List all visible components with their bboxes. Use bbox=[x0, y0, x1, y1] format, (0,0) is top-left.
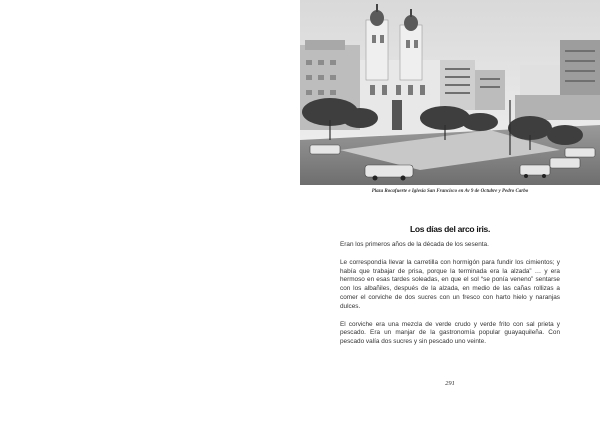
body-text bbox=[340, 241, 560, 356]
page-number: 291 bbox=[445, 380, 455, 387]
paragraph: Le correspondía llevar la carretilla con hormigón para fundir los cimientos; y había que trabajar de prisa, porque la terminada era la alzada” … y era hermoso en esas tardes soleadas, en que el sol “se ponía veneno” sentarse con los albañiles, después de la alzada, en medio de las cañas rollizas a comer el corviche de dos sucres con un fresco con harto hielo y naranjas dulces. bbox=[340, 258, 560, 310]
paragraph: El corviche era una mezcla de verde crudo y verde frito con sal prieta y pescado. Era un manjar de la gastronomía popular guayaquileña. Con pescado valía dos sucres y sin pescado uno veinte. bbox=[340, 320, 560, 346]
photo-caption: Plaza Rocafuerte e Iglesia San Francisco en Av 9 de Octubre y Pedro Carbo bbox=[371, 189, 529, 194]
paragraph: Eran los primeros años de la década de los sesenta. bbox=[340, 241, 489, 248]
book-page bbox=[300, 0, 600, 425]
chapter-title: Los días del arco iris. bbox=[409, 224, 491, 234]
plaza-photograph bbox=[300, 0, 600, 185]
